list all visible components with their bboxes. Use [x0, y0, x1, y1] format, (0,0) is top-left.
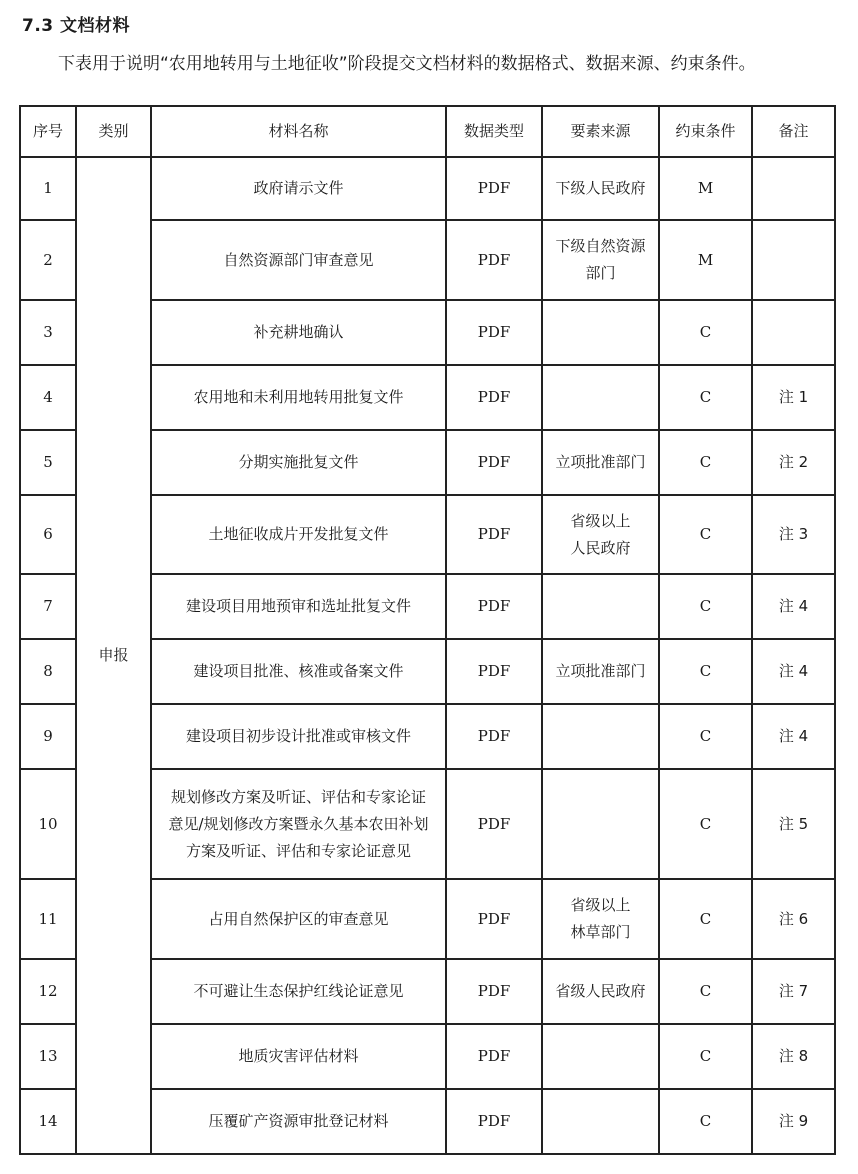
element-source [542, 220, 659, 300]
row-number: 7 [20, 574, 76, 639]
material-name-line: 规划修改方案及听证、评估和专家论证 [170, 787, 426, 806]
note: 注 7 [752, 959, 835, 1024]
element-source [542, 495, 659, 574]
source-line: 省级以上 [570, 511, 631, 530]
note: 注 8 [752, 1024, 835, 1089]
row-number: 6 [20, 495, 76, 574]
intro-paragraph: 下表用于说明“农用地转用与土地征收”阶段提交文档材料的数据格式、数据来源、约束条件。 [58, 54, 756, 74]
row-number: 10 [20, 769, 76, 879]
row-number: 8 [20, 639, 76, 704]
constraint: C [659, 879, 752, 959]
material-name-line: 土地征收成片开发批复文件 [208, 525, 389, 543]
note [752, 220, 835, 300]
row-number: 9 [20, 704, 76, 769]
data-type: PDF [446, 300, 542, 365]
data-type: PDF [446, 704, 542, 769]
note [752, 300, 835, 365]
data-type: PDF [446, 959, 542, 1024]
source-line: 林草部门 [570, 923, 631, 941]
constraint: C [659, 959, 752, 1024]
data-type: PDF [446, 879, 542, 959]
row-number: 1 [20, 157, 76, 220]
note: 注 4 [752, 704, 835, 769]
element-source [542, 959, 659, 1024]
material-name [151, 300, 446, 365]
header-name: 材料名称 [151, 106, 446, 157]
constraint: M [659, 220, 752, 300]
note: 注 1 [752, 365, 835, 430]
row-number: 11 [20, 879, 76, 959]
source-line: 省级以上 [570, 896, 631, 914]
element-source [542, 574, 659, 639]
material-name-line: 农用地和未利用地转用批复文件 [193, 388, 404, 406]
material-name [151, 574, 446, 639]
document-materials-table [19, 105, 836, 1155]
constraint: C [659, 1089, 752, 1154]
table-row [20, 157, 835, 220]
source-line: 省级人民政府 [555, 982, 646, 1000]
row-number: 14 [20, 1089, 76, 1154]
constraint: C [659, 704, 752, 769]
data-type: PDF [446, 430, 542, 495]
constraint: M [659, 157, 752, 220]
source-line: 下级人民政府 [555, 179, 646, 197]
note: 注 9 [752, 1089, 835, 1154]
material-name [151, 704, 446, 769]
data-type: PDF [446, 495, 542, 574]
constraint: C [659, 1024, 752, 1089]
note [752, 157, 835, 220]
header-type: 数据类型 [446, 106, 542, 157]
note: 注 4 [752, 574, 835, 639]
material-name [151, 769, 446, 879]
data-type: PDF [446, 769, 542, 879]
material-name-line: 不可避让生态保护红线论证意见 [193, 982, 404, 1000]
header-source: 要素来源 [542, 106, 659, 157]
note: 注 4 [752, 639, 835, 704]
element-source [542, 430, 659, 495]
data-type: PDF [446, 574, 542, 639]
data-type: PDF [446, 1089, 542, 1154]
row-number: 13 [20, 1024, 76, 1089]
material-name [151, 430, 446, 495]
material-name-line: 压覆矿产资源审批登记材料 [208, 1112, 389, 1130]
material-name-line: 自然资源部门审查意见 [223, 250, 374, 269]
note: 注 2 [752, 430, 835, 495]
table-header-row [20, 106, 835, 157]
constraint: C [659, 300, 752, 365]
source-line: 立项批准部门 [555, 453, 646, 471]
source-line: 下级自然资源 [555, 237, 646, 255]
note: 注 3 [752, 495, 835, 574]
material-name-line: 意见/规划修改方案暨永久基本农田补划 [168, 814, 429, 833]
material-name [151, 1089, 446, 1154]
data-type: PDF [446, 365, 542, 430]
material-name [151, 157, 446, 220]
data-type: PDF [446, 639, 542, 704]
data-type: PDF [446, 157, 542, 220]
material-name [151, 365, 446, 430]
element-source [542, 300, 659, 365]
material-name [151, 639, 446, 704]
note: 注 6 [752, 879, 835, 959]
constraint: C [659, 769, 752, 879]
header-note: 备注 [752, 106, 835, 157]
constraint: C [659, 495, 752, 574]
material-name [151, 1024, 446, 1089]
note: 注 5 [752, 769, 835, 879]
material-name-line: 地质灾害评估材料 [238, 1047, 359, 1065]
material-name-line: 建设项目用地预审和选址批复文件 [185, 597, 411, 615]
header-category: 类别 [76, 106, 151, 157]
material-name-line: 建设项目初步设计批准或审核文件 [185, 727, 411, 745]
element-source [542, 157, 659, 220]
source-line: 立项批准部门 [555, 662, 646, 680]
material-name [151, 220, 446, 300]
constraint: C [659, 430, 752, 495]
header-no: 序号 [20, 106, 76, 157]
material-name-line: 补充耕地确认 [253, 323, 344, 341]
row-number: 4 [20, 365, 76, 430]
material-name-line: 方案及听证、评估和专家论证意见 [185, 841, 411, 860]
row-number: 12 [20, 959, 76, 1024]
constraint: C [659, 365, 752, 430]
material-name-line: 分期实施批复文件 [238, 453, 359, 471]
constraint: C [659, 639, 752, 704]
material-name-line: 政府请示文件 [253, 179, 344, 197]
element-source [542, 639, 659, 704]
material-name [151, 959, 446, 1024]
section-title: 7.3 文档材料 [22, 16, 131, 36]
header-constraint: 约束条件 [659, 106, 752, 157]
element-source [542, 879, 659, 959]
table-body [20, 157, 835, 1154]
data-type: PDF [446, 1024, 542, 1089]
source-line: 部门 [585, 264, 616, 282]
element-source [542, 365, 659, 430]
data-type: PDF [446, 220, 542, 300]
constraint: C [659, 574, 752, 639]
material-name-line: 占用自然保护区的审查意见 [208, 909, 389, 928]
material-name [151, 879, 446, 959]
category-cell: 申报 [76, 157, 151, 1154]
material-name [151, 495, 446, 574]
element-source [542, 704, 659, 769]
element-source [542, 769, 659, 879]
row-number: 5 [20, 430, 76, 495]
row-number: 2 [20, 220, 76, 300]
material-name-line: 建设项目批准、核准或备案文件 [193, 662, 404, 680]
source-line: 人民政府 [570, 538, 631, 557]
element-source [542, 1024, 659, 1089]
element-source [542, 1089, 659, 1154]
row-number: 3 [20, 300, 76, 365]
